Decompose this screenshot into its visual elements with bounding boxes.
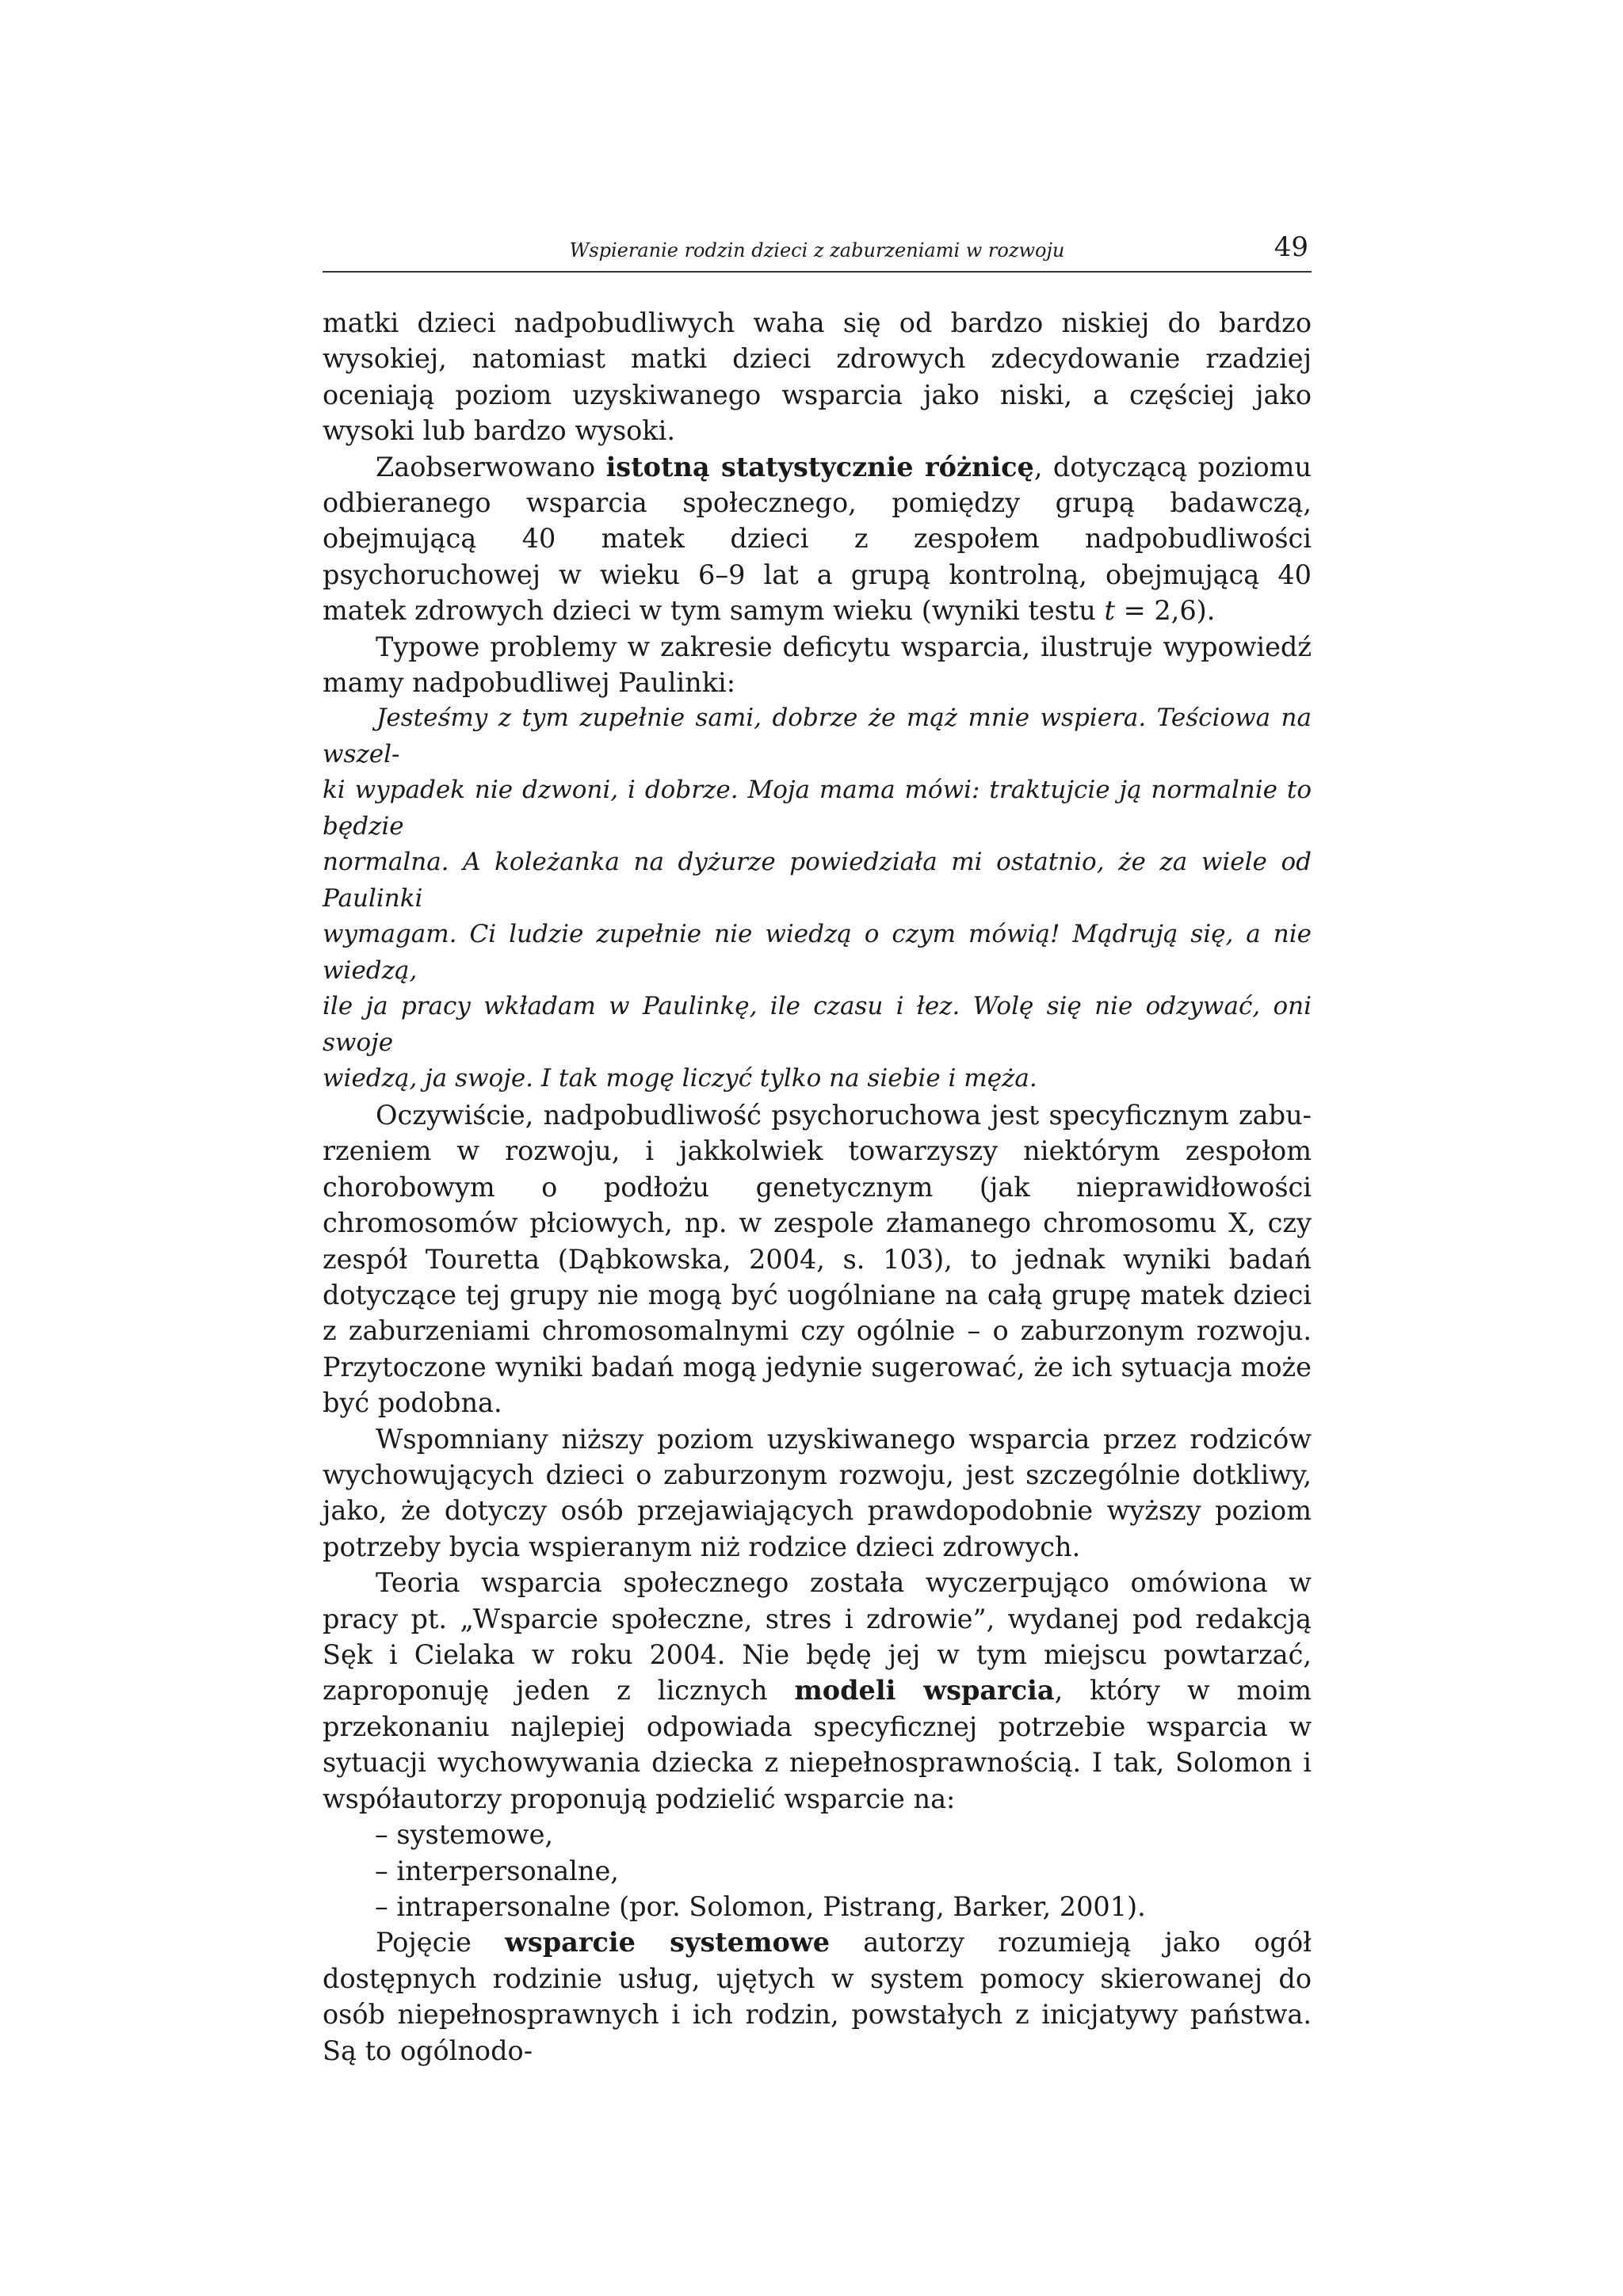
p2-bold: istotną statystycznie różnicę [605, 451, 1034, 482]
list-item: – systemowe, [375, 1819, 554, 1851]
p7-bold: wsparcie systemowe [505, 1927, 831, 1958]
quote-line: ki wypadek nie dzwoni, i dobrze. Moja mama mówi: traktujcie ją normalnie to będzie [323, 776, 1312, 841]
p7-pre: Pojęcie [376, 1927, 506, 1958]
p7-post: autorzy rozumieją jako ogół dostępnych rodzinie usług, ujętych w system pomocy skierowanej do osób niepełnosprawnych i ich rodzin, powstałych z inicjatywy państwa. Są to ogólnodo- [323, 1927, 1312, 2066]
running-title: Wspieranie rodzin dzieci z zaburzeniami w rozwoju [569, 239, 1065, 261]
p6-bold: modeli wsparcia [794, 1675, 1055, 1707]
paragraph-3: Typowe problemy w zakresie deficytu wsparcia, ilustruje wypowiedź mamy nadpobudliwej Paulinki: [323, 631, 1312, 699]
p6-post: , który w moim przekonaniu najlepiej odpowiada specyficznej potrzebie wsparcia w sytuacji wychowywania dziecka z niepełnosprawnością. I tak, Solomon i współautorzy proponują podzielić wsparcie na: [323, 1675, 1312, 1814]
list-item: – intrapersonalne (por. Solomon, Pistrang, Barker, 2001). [375, 1890, 1146, 1922]
paragraph-4: Oczywiście, nadpobudliwość psychoruchowa jest specyficznym zaburzeniem w rozwoju, i jakkolwiek towarzyszy niektórym zespołom chorobowym o podłożu genetycznym (jak nieprawidłowości chromosomów płciowych, np. w zespole złamanego chromosomu X, czy zespół Touretta (Dąbkowska, 2004, s. 103), to jednak wyniki badań dotyczące tej grupy nie mogą być uogólniane na całą grupę matek dzieci z zaburzeniami chromosomalnymi czy ogólnie – o zaburzonym rozwoju. Przytoczone wyniki badań mogą jedynie sugerować, że ich sytuacja może być podobna. [323, 1099, 1312, 1419]
page-header [323, 231, 1312, 273]
body-text [323, 305, 1312, 2069]
p2-t: t [1104, 595, 1115, 627]
quote-line: ile ja pracy wkładam w Paulinkę, ile czasu i łez. Wolę się nie odzywać, oni swoje [323, 992, 1312, 1057]
p6-pre: Teoria wsparcia społecznego została wyczerpująco omówiona w pracy pt. „Wsparcie społeczne, stres i zdrowie”, wydanej pod redakcją Sęk i Cielaka w roku 2004. Nie będę jej w tym miejscu powtarzać, zaproponuję jeden z licznych [323, 1567, 1312, 1707]
quote-line: Jesteśmy z tym zupełnie sami, dobrze że mąż mnie wspiera. Teściowa na wszel- [323, 704, 1312, 769]
list-item: – interpersonalne, [375, 1855, 619, 1886]
quote-line: normalna. A koleżanka na dyżurze powiedziała mi ostatnio, że za wiele od Paulinki [323, 848, 1312, 913]
p2-post: = 2,6). [1115, 595, 1216, 627]
p2-mid: , dotyczącą poziomu odbieranego wsparcia społecznego, pomiędzy grupą badawczą, obejmującą 40 matek dzieci z zespołem nadpobudliwości psychoruchowej w wieku 6–9 lat a grupą kontrolną, obejmującą 40 matek zdrowych dzieci w tym samym wieku (wyniki testu [323, 451, 1312, 627]
quote-line: wiedzą, ja swoje. I tak mogę liczyć tylko na siebie i męża. [323, 1064, 1037, 1093]
quote-line: wymagam. Ci ludzie zupełnie nie wiedzą o czym mówią! Mądrują się, a nie wiedzą, [323, 920, 1312, 985]
p2-pre: Zaobserwowano [376, 451, 606, 482]
quote-block [323, 700, 1312, 1097]
page-number: 49 [1274, 231, 1308, 263]
paragraph-6 [323, 1565, 1312, 1817]
paragraph-7 [323, 1924, 1312, 2069]
paragraph-5: Wspomniany niższy poziom uzyskiwanego wsparcia przez rodziców wychowujących dzieci o zaburzonym rozwoju, jest szczególnie dotkliwy, jako, że dotyczy osób przejawiających prawdopodobnie wyższy poziom potrzeby bycia wspieranym niż rodzice dzieci zdrowych. [323, 1423, 1312, 1562]
paragraph-1: matki dzieci nadpobudliwych waha się od bardzo niskiej do bardzo wysokiej, natomiast matki dzieci zdrowych zdecydowanie rzadziej oceniają poziom uzyskiwanego wsparcia jako niski, a częściej jako wysoki lub bardzo wysoki. [323, 307, 1312, 447]
paragraph-2 [323, 449, 1312, 629]
